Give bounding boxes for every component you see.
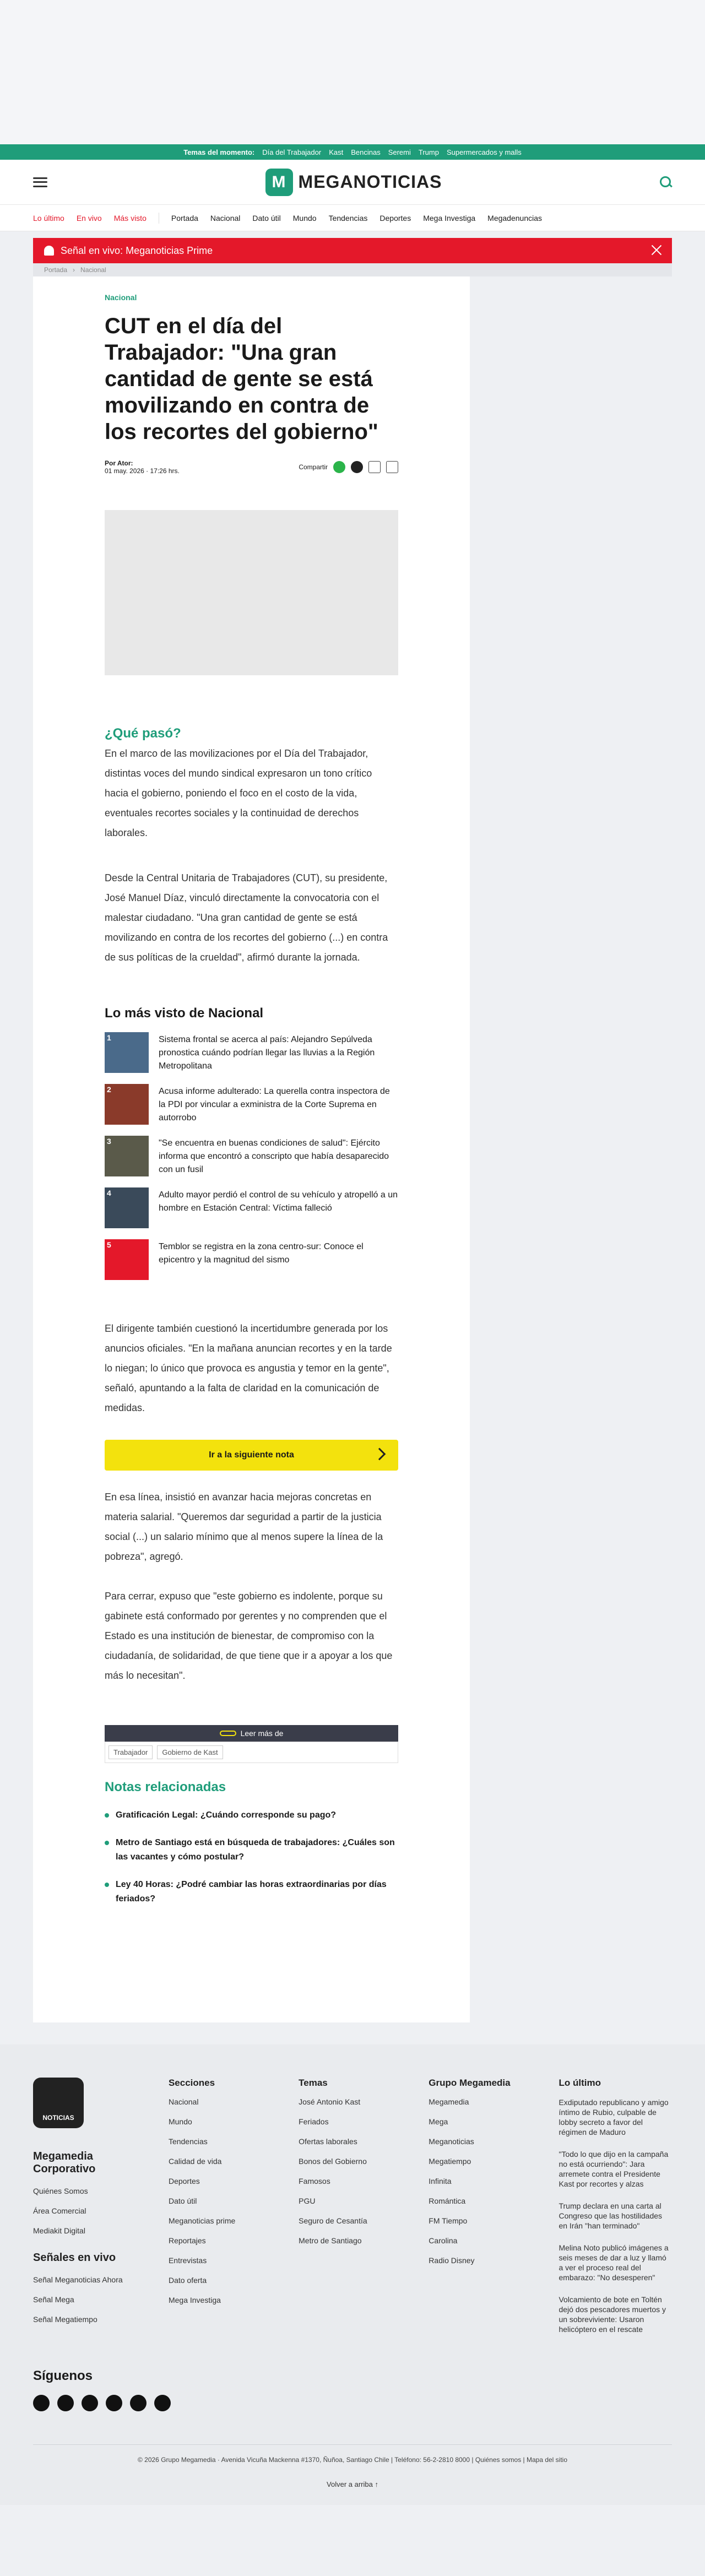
- read-more-bar: Leer más de: [105, 1725, 398, 1742]
- footer-latest-title: Lo último: [558, 2078, 601, 2088]
- footer-sections-title: Secciones: [168, 2078, 215, 2088]
- chevron-right-icon: [373, 1448, 386, 1461]
- live-banner[interactable]: [33, 238, 672, 263]
- site-header: [0, 160, 705, 205]
- footer-link[interactable]: Romántica: [429, 2197, 466, 2205]
- tag[interactable]: Gobierno de Kast: [157, 1745, 223, 1759]
- footer-link[interactable]: Quiénes Somos: [33, 2187, 88, 2195]
- back-to-top-link[interactable]: Volver a arriba ↑: [327, 2480, 378, 2488]
- footer-link[interactable]: Mega: [429, 2117, 448, 2126]
- list-item-title: Acusa informe adulterado: La querella contra inspectora de la PDI por vincular a exministra de la Corte Suprema en autorrobo: [159, 1087, 390, 1122]
- footer-link[interactable]: Infinita: [429, 2177, 452, 2185]
- trending-bar: [0, 144, 705, 160]
- nav-en-vivo[interactable]: En vivo: [76, 213, 102, 223]
- nav-dato-util[interactable]: Dato útil: [252, 213, 281, 223]
- social-links: [33, 2395, 672, 2411]
- footer-link[interactable]: PGU: [299, 2197, 316, 2205]
- trending-item[interactable]: Kast: [329, 148, 344, 156]
- breadcrumb-portada[interactable]: Portada: [44, 266, 68, 274]
- list-item-title: "Se encuentra en buenas condiciones de salud": Ejército informa que encontró a conscripto que había desaparecido con un fusil: [159, 1138, 389, 1174]
- article: [33, 276, 470, 2022]
- list-item-title: Sistema frontal se acerca al país: Alejandro Sepúlveda pronostica cuándo podrían llegar las lluvias a la Región Metropolitana: [159, 1035, 375, 1071]
- paragraph: En el marco de las movilizaciones por el Día del Trabajador, distintas voces del mundo sindical expresaron un tono crítico hacia el gobierno, poniendo el foco en el costo de la vida, eventuales recortes sociales y la continuidad de derechos laborales.: [105, 748, 372, 838]
- nav-mas-visto[interactable]: Más visto: [113, 213, 147, 223]
- what-happened-heading: ¿Qué pasó?: [105, 726, 181, 741]
- footer-link[interactable]: Carolina: [429, 2236, 458, 2245]
- footer-latest-item[interactable]: Melina Noto publicó imágenes a seis meses de dar a luz y llamó a ver el proceso real del embarazo: "No desesperen": [558, 2243, 669, 2282]
- footer-link[interactable]: Reportajes: [168, 2236, 206, 2245]
- list-item[interactable]: [105, 1187, 398, 1228]
- thumbnail: 1: [105, 1032, 149, 1073]
- footer-link[interactable]: Megatiempo: [429, 2157, 471, 2166]
- footer-link[interactable]: Bonos del Gobierno: [299, 2157, 367, 2166]
- thumbnail: 2: [105, 1084, 149, 1125]
- tag[interactable]: Trabajador: [109, 1745, 153, 1759]
- footer-link[interactable]: Seguro de Cesantía: [299, 2216, 367, 2225]
- nav-mega-investiga[interactable]: Mega Investiga: [423, 213, 476, 223]
- footer-signals-title: Señales en vivo: [33, 2252, 116, 2264]
- trending-label: Temas del momento:: [183, 148, 255, 156]
- related-item[interactable]: Metro de Santiago está en búsqueda de trabajadores: ¿Cuáles son las vacantes y cómo postular?: [105, 1836, 398, 1864]
- footer-link[interactable]: Nacional: [168, 2097, 199, 2106]
- instagram-icon[interactable]: [82, 2395, 98, 2411]
- menu-icon[interactable]: [33, 177, 47, 187]
- article-meta: [105, 459, 398, 475]
- footer-logo[interactable]: [33, 2078, 84, 2128]
- nav-portada[interactable]: Portada: [171, 213, 198, 223]
- footer-link[interactable]: Señal Mega: [33, 2295, 74, 2304]
- main-nav: [0, 205, 705, 231]
- facebook-icon[interactable]: [368, 461, 381, 473]
- footer-latest-item[interactable]: Exdiputado republicano y amigo íntimo de Rubio, culpable de lobby secreto a favor del régimen de Maduro: [558, 2098, 669, 2136]
- live-label: Señal en vivo: Meganoticias Prime: [61, 245, 213, 256]
- close-icon[interactable]: [650, 243, 663, 257]
- ad-banner: [0, 0, 705, 144]
- footer-themes-title: Temas: [299, 2078, 328, 2088]
- nav-mundo[interactable]: Mundo: [292, 213, 317, 223]
- youtube-icon[interactable]: [106, 2395, 122, 2411]
- publish-date: 01 may. 2026 · 17:26 hrs.: [105, 467, 180, 475]
- footer-latest-item[interactable]: "Todo lo que dijo en la campaña no está ocurriendo": Jara arremete contra el Presidente Kast por recortes y alzas: [558, 2150, 669, 2188]
- footer-link[interactable]: Famosos: [299, 2177, 330, 2185]
- footer-link[interactable]: Entrevistas: [168, 2256, 207, 2265]
- paragraph: Para cerrar, expuso que "este gobierno es indolente, porque su gabinete está conformado por gerentes y no comprenden que el Estado es una institución de bienestar, de compromiso con la ciudadanía, de solidaridad, de que tiene que ir a apoyar a los que más lo necesitan".: [105, 1591, 393, 1681]
- footer-link[interactable]: Radio Disney: [429, 2256, 475, 2265]
- breadcrumb: [33, 263, 672, 276]
- footer-link[interactable]: Señal Meganoticias Ahora: [33, 2275, 123, 2284]
- footer-link[interactable]: FM Tiempo: [429, 2216, 468, 2225]
- video-player[interactable]: [105, 510, 398, 675]
- x-icon[interactable]: [57, 2395, 74, 2411]
- logo-mark-icon: [265, 169, 293, 196]
- footer-link[interactable]: Feriados: [299, 2117, 329, 2126]
- thumbnail: 3: [105, 1136, 149, 1176]
- most-viewed: [105, 1006, 398, 1280]
- paragraph: Desde la Central Unitaria de Trabajadores (CUT), su presidente, José Manuel Díaz, vinculó directamente la convocatoria con el malestar ciudadano. "Una gran cantidad de gente se está movilizando en contra de los recortes del gobierno (...) en contra de sus políticas de la crueldad", afirmó durante la jornada.: [105, 872, 388, 963]
- footer-link[interactable]: Metro de Santiago: [299, 2236, 362, 2245]
- related-item[interactable]: Ley 40 Horas: ¿Podré cambiar las horas extraordinarias por días feriados?: [105, 1878, 398, 1906]
- list-item[interactable]: [105, 1084, 398, 1125]
- most-viewed-title: Lo más visto de Nacional: [105, 1006, 264, 1021]
- tiktok-icon[interactable]: [130, 2395, 147, 2411]
- list-item-title: Temblor se registra en la zona centro-sur: Conoce el epicentro y la magnitud del sismo: [159, 1242, 364, 1265]
- related-notes: [105, 1780, 398, 1906]
- footer-link[interactable]: Meganoticias prime: [168, 2216, 236, 2225]
- site-logo[interactable]: M MEGANOTICIAS: [265, 169, 442, 196]
- footer-corp-title: Megamedia Corporativo: [33, 2150, 96, 2175]
- footer-group-title: Grupo Megamedia: [429, 2078, 511, 2088]
- sparkle-icon: [220, 1731, 236, 1736]
- x-icon[interactable]: [351, 461, 363, 473]
- list-item[interactable]: [105, 1032, 398, 1073]
- page-title: CUT en el día del Trabajador: "Una gran cantidad de gente se está movilizando en contra de los recortes del gobierno": [105, 314, 378, 444]
- footer-link[interactable]: Calidad de vida: [168, 2157, 222, 2166]
- footer-link[interactable]: Área Comercial: [33, 2206, 86, 2215]
- footer-link[interactable]: Señal Megatiempo: [33, 2315, 97, 2324]
- list-item[interactable]: [105, 1136, 398, 1176]
- footer-link[interactable]: Meganoticias: [429, 2137, 474, 2146]
- footer-link[interactable]: Mediakit Digital: [33, 2226, 85, 2235]
- list-item[interactable]: [105, 1239, 398, 1280]
- trending-item[interactable]: Bencinas: [351, 148, 381, 156]
- chevron-right-icon: ›: [73, 266, 75, 274]
- footer-link[interactable]: Mundo: [168, 2117, 192, 2126]
- footer-latest-item[interactable]: Trump declara en una carta al Congreso que las hostilidades en Irán "han terminado": [558, 2201, 663, 2230]
- site-footer: [0, 2044, 705, 2505]
- paragraph: El dirigente también cuestionó la incertidumbre generada por los anuncios oficiales. "En la mañana anuncian recortes y en la tarde lo niegan; lo único que provoca es angustia y temor en la gente", señaló, apuntando a la falta de claridad en la comunicación de medidas.: [105, 1323, 392, 1413]
- spotify-icon[interactable]: [154, 2395, 171, 2411]
- whatsapp-icon[interactable]: [333, 461, 345, 473]
- footer-link[interactable]: Dato útil: [168, 2197, 197, 2205]
- thumbnail: 4: [105, 1187, 149, 1228]
- search-icon[interactable]: [660, 176, 672, 188]
- share-label: Compartir: [299, 463, 328, 471]
- footer-link[interactable]: Tendencias: [168, 2137, 208, 2146]
- trending-item[interactable]: Supermercados y malls: [446, 148, 522, 156]
- list-item-title: Adulto mayor perdió el control de su vehículo y atropelló a un hombre en Estación Central: Víctima falleció: [159, 1190, 398, 1213]
- nav-megadenuncias[interactable]: Megadenuncias: [487, 213, 543, 223]
- related-item[interactable]: Gratificación Legal: ¿Cuándo corresponde su pago?: [105, 1808, 398, 1823]
- nav-nacional[interactable]: Nacional: [210, 213, 241, 223]
- tag-list: [105, 1742, 398, 1763]
- footer-link[interactable]: Megamedia: [429, 2097, 469, 2106]
- trending-item[interactable]: Día del Trabajador: [262, 148, 322, 156]
- copyright: © 2026 Grupo Megamedia · Avenida Vicuña Mackenna #1370, Ñuñoa, Santiago Chile | Teléfono: 56-2-2810 8000 | Quiénes somos | Mapa del sitio: [33, 2444, 672, 2464]
- bullet-icon: [105, 1841, 109, 1845]
- footer-link[interactable]: Mega Investiga: [168, 2296, 221, 2304]
- footer-latest-item[interactable]: Volcamiento de bote en Toltén dejó dos pescadores muertos y un sobreviviente: Usaron helicóptero en el rescate: [558, 2295, 666, 2334]
- mail-icon[interactable]: [386, 461, 398, 473]
- bell-icon: [44, 246, 54, 256]
- author: Por Ator:: [105, 459, 133, 467]
- next-article-button[interactable]: Ir a la siguiente nota: [105, 1440, 398, 1471]
- bullet-icon: [105, 1883, 109, 1887]
- trending-item[interactable]: Seremi: [388, 148, 411, 156]
- follow-title: Síguenos: [33, 2368, 93, 2383]
- bullet-icon: [105, 1813, 109, 1818]
- footer-link[interactable]: Deportes: [168, 2177, 200, 2185]
- trending-item[interactable]: Trump: [418, 148, 439, 156]
- section-tag[interactable]: Nacional: [105, 293, 137, 302]
- footer-link[interactable]: José Antonio Kast: [299, 2097, 361, 2106]
- nav-tendencias[interactable]: Tendencias: [328, 213, 368, 223]
- footer-link[interactable]: Dato oferta: [168, 2276, 207, 2285]
- footer-link[interactable]: Ofertas laborales: [299, 2137, 357, 2146]
- paragraph: En esa línea, insistió en avanzar hacia mejoras concretas en materia salarial. "Queremos dar seguridad a partir de la justicia social (...) un salario mínimo que al menos supere la línea de la pobreza", agregó.: [105, 1492, 383, 1562]
- nav-deportes[interactable]: Deportes: [379, 213, 411, 223]
- nav-lo-ultimo[interactable]: Lo último: [33, 213, 64, 223]
- related-title: Notas relacionadas: [105, 1780, 226, 1794]
- thumbnail: 5: [105, 1239, 149, 1280]
- facebook-icon[interactable]: [33, 2395, 50, 2411]
- breadcrumb-nacional[interactable]: Nacional: [80, 266, 106, 274]
